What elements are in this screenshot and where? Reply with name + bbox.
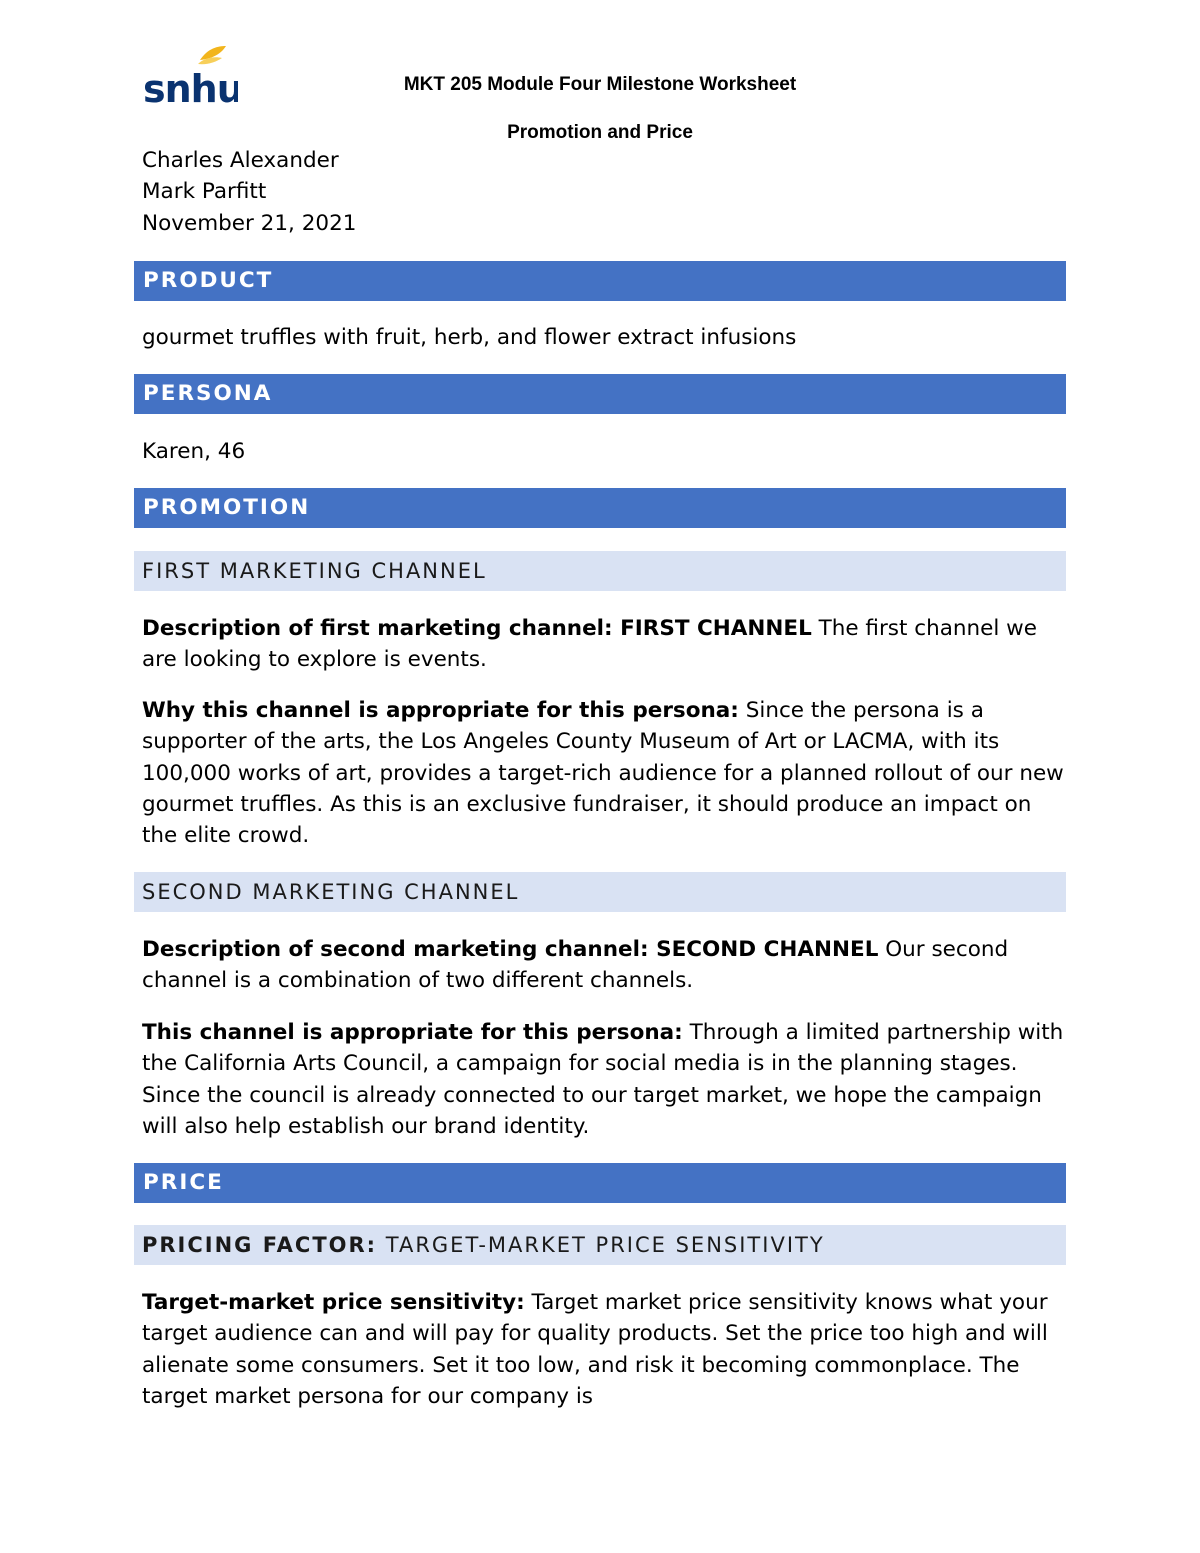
second-channel-rationale-text: Through a limited partnership with the California Arts Council, a campaign for social media is in the planning stages. Since the council is already connected to our target market, we hope the campaign will also help establish our brand identity. bbox=[142, 1020, 1064, 1139]
subsection-heading-first-channel: FIRST MARKETING CHANNEL bbox=[134, 551, 1066, 591]
section-heading-product: PRODUCT bbox=[134, 261, 1066, 301]
svg-text:snhu: snhu bbox=[143, 67, 238, 110]
first-channel-description bbox=[142, 613, 1067, 676]
student-name: Charles Alexander bbox=[142, 148, 339, 173]
first-channel-rationale bbox=[142, 695, 1067, 851]
section-heading-price: PRICE bbox=[134, 1163, 1066, 1203]
pricing-factor-label: PRICING FACTOR: bbox=[142, 1233, 378, 1257]
subsection-heading-pricing-factor bbox=[134, 1225, 1066, 1265]
price-sensitivity-body: Target market price sensitivity knows what your target audience can and will pay for quality products. Set the price too high and will alienate some consumers. Set it too low, and risk it becoming commonplace. The target market persona for our company is bbox=[142, 1290, 1048, 1409]
second-channel-rationale-label: This channel is appropriate for this persona: bbox=[142, 1020, 683, 1045]
instructor-name: Mark Parfitt bbox=[142, 179, 267, 204]
persona-text: Karen, 46 bbox=[142, 439, 246, 464]
second-channel-description-label: Description of second marketing channel: SECOND CHANNEL bbox=[142, 937, 879, 962]
document-subtitle: Promotion and Price bbox=[507, 122, 693, 143]
pricing-factor-value: TARGET-MARKET PRICE SENSITIVITY bbox=[377, 1233, 825, 1257]
section-heading-persona: PERSONA bbox=[134, 374, 1066, 414]
first-channel-description-label: Description of first marketing channel: FIRST CHANNEL bbox=[142, 616, 812, 641]
price-sensitivity-text bbox=[142, 1287, 1067, 1412]
subsection-heading-second-channel: SECOND MARKETING CHANNEL bbox=[134, 872, 1066, 912]
first-channel-description-text: The first channel we are looking to explore is events. bbox=[142, 616, 1037, 673]
product-text: gourmet truffles with fruit, herb, and flower extract infusions bbox=[142, 325, 797, 350]
first-channel-rationale-text: Since the persona is a supporter of the arts, the Los Angeles County Museum of Art or LACMA, with its 100,000 works of art, provides a target-rich audience for a planned rollout of our new gourmet truffles. As this is an exclusive fundraiser, it should produce an impact on the elite crowd. bbox=[142, 698, 1064, 849]
second-channel-rationale bbox=[142, 1017, 1067, 1142]
document-title: MKT 205 Module Four Milestone Worksheet bbox=[403, 74, 797, 95]
second-channel-description-text: Our second channel is a combination of two different channels. bbox=[142, 937, 1009, 994]
price-sensitivity-label: Target-market price sensitivity: bbox=[142, 1290, 525, 1315]
second-channel-description bbox=[142, 934, 1067, 997]
first-channel-rationale-label: Why this channel is appropriate for this persona: bbox=[142, 698, 739, 723]
section-heading-promotion: PROMOTION bbox=[134, 488, 1066, 528]
document-date: November 21, 2021 bbox=[142, 211, 357, 236]
